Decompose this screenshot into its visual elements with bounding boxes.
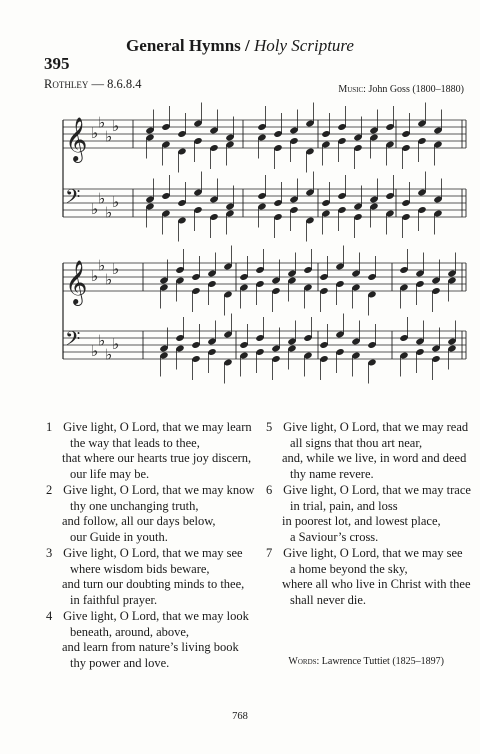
verse-line: Give light, O Lord, that we may see <box>283 546 463 560</box>
words-credit-text: Lawrence Tuttiet (1825–1897) <box>319 656 444 667</box>
verse-number: 7 <box>266 546 273 560</box>
verse-line: in poorest lot, and lowest place, <box>282 514 441 528</box>
verse-line: Give light, O Lord, that we may know <box>63 483 255 497</box>
flat-icon: ♭ <box>91 267 99 285</box>
flat-icon: ♭ <box>105 345 113 364</box>
verse-line: thy power and love. <box>70 655 170 670</box>
verse-number: 4 <box>46 609 53 623</box>
flat-icon: ♭ <box>112 117 120 135</box>
verse-5 <box>266 420 468 482</box>
verse-line: and follow, all our days below, <box>62 514 216 528</box>
verse-line: and turn our doubting minds to thee, <box>62 577 245 591</box>
flat-icon: ♭ <box>91 124 99 142</box>
verse-line: shall never die. <box>290 592 367 607</box>
verse-6 <box>266 483 471 545</box>
verse-line: and learn from nature’s living book <box>62 640 239 654</box>
flat-icon: ♭ <box>98 331 106 350</box>
score-systems <box>63 103 466 384</box>
verse-4 <box>46 609 249 671</box>
section-title: General Hymns / <box>126 36 250 55</box>
verse-number: 3 <box>46 546 53 560</box>
flat-icon: ♭ <box>105 270 113 289</box>
verse-line: thy name revere. <box>290 466 374 481</box>
verse-line: where wisdom bids beware, <box>70 561 210 576</box>
verse-number: 5 <box>266 420 273 434</box>
verse-2 <box>46 483 254 545</box>
flat-icon: ♭ <box>105 127 113 146</box>
flat-icon: ♭ <box>98 113 106 132</box>
flat-icon: ♭ <box>112 335 120 353</box>
page-number: 768 <box>232 711 248 722</box>
verse-line: a home beyond the sky, <box>290 561 408 576</box>
bass-clef-icon: 𝄢 <box>65 185 81 213</box>
verse-7 <box>266 546 471 608</box>
flat-icon: ♭ <box>91 200 99 218</box>
verse-line: Give light, O Lord, that we may look <box>63 609 249 623</box>
verse-line: our life may be. <box>70 466 150 481</box>
verse-line: in trial, pain, and loss <box>290 498 398 513</box>
verse-line: that where our hearts true joy discern, <box>62 451 252 465</box>
verse-line: Give light, O Lord, that we may trace <box>283 483 471 497</box>
flat-icon: ♭ <box>91 342 99 360</box>
music-credit-text: John Goss (1800–1880) <box>365 84 464 95</box>
treble-clef-icon: 𝄞 <box>65 117 88 161</box>
verse-number: 2 <box>46 483 53 497</box>
verse-3 <box>46 546 244 608</box>
hymn-number: 395 <box>44 54 70 73</box>
verse-line: the way that leads to thee, <box>70 435 200 450</box>
flat-icon: ♭ <box>98 256 106 275</box>
tune-name: Rothley <box>44 77 89 91</box>
flat-icon: ♭ <box>105 203 113 222</box>
flat-icon: ♭ <box>112 260 120 278</box>
flat-icon: ♭ <box>98 189 106 208</box>
verse-line: Give light, O Lord, that we may read <box>283 420 469 434</box>
section-subtitle: Holy Scripture <box>254 36 354 55</box>
verse-line: all signs that thou art near, <box>290 435 423 450</box>
verse-number: 1 <box>46 420 53 434</box>
verse-line: beneath, around, above, <box>70 624 190 639</box>
verse-line: a Saviour’s cross. <box>290 529 379 544</box>
flat-icon: ♭ <box>112 193 120 211</box>
verse-line: Give light, O Lord, that we may learn <box>63 420 252 434</box>
tune-meter: — 8.6.8.4 <box>88 77 142 91</box>
verse-line: in faithful prayer. <box>70 592 158 607</box>
words-credit <box>288 656 444 667</box>
verse-line: where all who live in Christ with thee <box>282 577 471 591</box>
treble-clef-icon: 𝄞 <box>65 260 88 304</box>
music-credit-label: Music: <box>338 84 366 95</box>
verse-line: Give light, O Lord, that we may see <box>63 546 243 560</box>
bass-clef-icon: 𝄢 <box>65 327 81 355</box>
verse-line: and, while we live, in word and deed <box>282 451 467 465</box>
words-credit-label: Words: <box>288 656 320 667</box>
verse-line: thy one unchanging truth, <box>70 498 199 513</box>
verse-number: 6 <box>266 483 273 497</box>
verse-line: our Guide in youth. <box>70 529 168 544</box>
verse-1 <box>46 420 252 482</box>
